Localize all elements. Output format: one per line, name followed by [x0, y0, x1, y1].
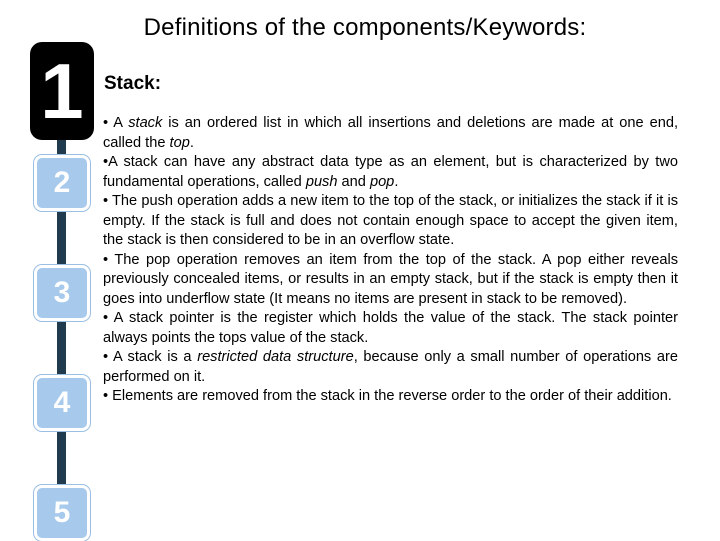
emphasis-text: top — [169, 134, 190, 151]
bullet-stack-definition — [103, 114, 678, 153]
step-5-marker: 5 — [34, 485, 90, 541]
step-1-marker: 1 — [30, 42, 94, 140]
bullet-push: • The push operation adds a new item to the top of the stack, or initializes the stack if it is empty. If the stack is full and does not contain enough space to accept the given item, the stack is then considered to be in an overflow state. — [103, 193, 678, 248]
definition-body — [103, 114, 678, 407]
emphasis-text: restricted data structure — [197, 349, 354, 365]
bullet-text: . — [394, 173, 399, 190]
emphasis-text: push — [305, 173, 338, 190]
bullet-text: • A — [103, 115, 129, 131]
bullet-text: • A stack is a — [103, 349, 198, 365]
bullet-operations — [103, 153, 678, 192]
bullet-restricted — [103, 348, 678, 387]
bullet-text: , because only a small number of operations are performed on it. — [103, 349, 678, 385]
step-4-marker: 4 — [34, 375, 90, 431]
step-3-marker: 3 — [34, 265, 90, 321]
slide-title: Definitions of the components/Keywords: — [143, 14, 587, 41]
section-heading: Stack: — [104, 73, 162, 94]
bullet-text: is an ordered list in which all insertions and deletions are made at one end, called the — [103, 115, 679, 151]
bullet-text: and — [337, 173, 370, 190]
emphasis-text: stack — [128, 115, 163, 131]
bullet-text: •A stack can have any abstract data type as an element, but is characterized by two fundamental operations, called — [103, 154, 678, 190]
bullet-text: . — [189, 134, 194, 151]
bullet-pop: • The pop operation removes an item from the top of the stack. A pop either reveals previously concealed items, or results in an empty stack, but if the stack is empty then it goes into underflow state (It means no items are present in stack to be removed). — [103, 251, 678, 307]
step-2-marker: 2 — [34, 155, 90, 211]
emphasis-text: pop — [369, 173, 395, 190]
bullet-stack-pointer: • A stack pointer is the register which holds the value of the stack. The stack pointer always points the tops value of the stack. — [103, 310, 678, 346]
bullet-removal-order: • Elements are removed from the stack in the reverse order to the order of their addition. — [103, 388, 672, 404]
